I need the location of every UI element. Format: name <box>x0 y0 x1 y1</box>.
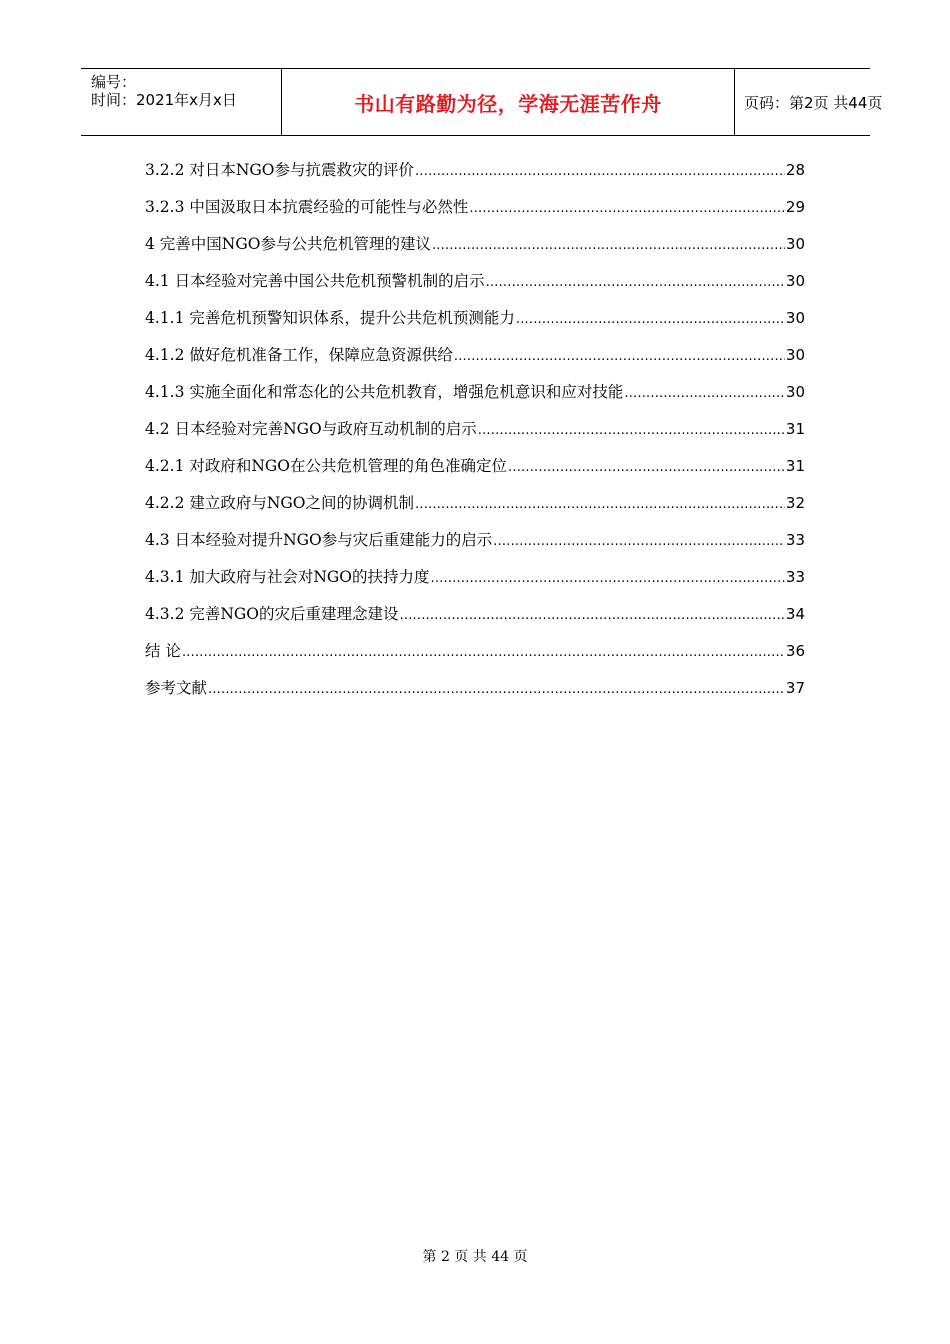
toc-dot-leader <box>478 419 785 443</box>
toc-entry[interactable] <box>145 454 805 491</box>
toc-entry-title: 4.2.2 建立政府与NGO之间的协调机制 <box>145 494 415 512</box>
toc-entry-page-number: 34 <box>785 605 805 623</box>
toc-entry-page-number: 36 <box>785 642 805 660</box>
toc-entry-page-number: 31 <box>785 457 805 475</box>
toc-entry[interactable] <box>145 380 805 417</box>
toc-dot-leader <box>182 641 785 665</box>
toc-dot-leader <box>454 345 785 369</box>
page-footer: 第 2 页 共 44 页 <box>422 1249 528 1265</box>
toc-dot-leader <box>415 493 785 517</box>
toc-entry-page-number: 30 <box>785 346 805 364</box>
toc-entry-title: 4.1.1 完善危机预警知识体系，提升公共危机预测能力 <box>145 309 515 327</box>
toc-entry-page-number: 32 <box>785 494 805 512</box>
toc-entry-page-number: 30 <box>785 383 805 401</box>
toc-dot-leader <box>432 234 785 258</box>
header-motto: 书山有路勤为径，学海无涯苦作舟 <box>354 91 662 116</box>
toc-entry-title: 4.2.1 对政府和NGO在公共危机管理的角色准确定位 <box>145 457 508 475</box>
toc-entry[interactable] <box>145 676 805 713</box>
toc-dot-leader <box>469 197 785 221</box>
toc-entry-title: 3.2.3 中国汲取日本抗震经验的可能性与必然性 <box>145 198 469 216</box>
toc-dot-leader <box>208 678 785 702</box>
document-date: 时间：2021年x月x日 <box>91 91 237 109</box>
toc-dot-leader <box>624 382 785 406</box>
toc-entry-page-number: 33 <box>785 531 805 549</box>
toc-entry[interactable] <box>145 306 805 343</box>
toc-entry[interactable] <box>145 602 805 639</box>
header-page-cell <box>735 69 883 135</box>
toc-entry[interactable] <box>145 195 805 232</box>
toc-entry-page-number: 37 <box>785 679 805 697</box>
toc-entry-title: 4.1.2 做好危机准备工作，保障应急资源供给 <box>145 346 453 364</box>
toc-entry-page-number: 28 <box>785 161 805 179</box>
toc-dot-leader <box>415 160 785 184</box>
toc-dot-leader <box>493 530 785 554</box>
toc-entry-page-number: 29 <box>785 198 805 216</box>
toc-entry-title: 4.1.3 实施全面化和常态化的公共危机教育，增强危机意识和应对技能 <box>145 383 624 401</box>
table-of-contents <box>145 158 805 713</box>
header-info-cell <box>81 69 281 135</box>
toc-entry-page-number: 30 <box>785 235 805 253</box>
toc-dot-leader <box>508 456 785 480</box>
toc-entry[interactable] <box>145 158 805 195</box>
header-page-info: 页码：第2页 共44页 <box>744 93 883 112</box>
toc-entry[interactable] <box>145 269 805 306</box>
toc-entry-title: 4.3 日本经验对提升NGO参与灾后重建能力的启示 <box>145 531 493 549</box>
toc-entry-title: 4.3.1 加大政府与社会对NGO的扶持力度 <box>145 568 430 586</box>
document-number-label: 编号： <box>91 73 137 91</box>
toc-dot-leader <box>431 567 785 591</box>
toc-entry-title: 3.2.2 对日本NGO参与抗震救灾的评价 <box>145 161 415 179</box>
toc-dot-leader <box>516 308 785 332</box>
toc-entry[interactable] <box>145 343 805 380</box>
toc-entry[interactable] <box>145 491 805 528</box>
header-motto-cell <box>281 69 735 135</box>
toc-entry-title: 4.1 日本经验对完善中国公共危机预警机制的启示 <box>145 272 485 290</box>
toc-entry-title: 参考文献 <box>145 679 208 697</box>
toc-entry[interactable] <box>145 232 805 269</box>
toc-entry[interactable] <box>145 528 805 565</box>
toc-entry-page-number: 31 <box>785 420 805 438</box>
document-header <box>81 68 883 136</box>
toc-entry-page-number: 33 <box>785 568 805 586</box>
toc-entry-title: 结 论 <box>145 642 181 660</box>
toc-dot-leader <box>400 604 785 628</box>
toc-entry[interactable] <box>145 565 805 602</box>
toc-entry-page-number: 30 <box>785 309 805 327</box>
toc-entry-title: 4.3.2 完善NGO的灾后重建理念建设 <box>145 605 399 623</box>
toc-dot-leader <box>486 271 785 295</box>
toc-entry[interactable] <box>145 417 805 454</box>
toc-entry-title: 4 完善中国NGO参与公共危机管理的建议 <box>145 235 431 253</box>
toc-entry[interactable] <box>145 639 805 676</box>
toc-entry-page-number: 30 <box>785 272 805 290</box>
toc-entry-title: 4.2 日本经验对完善NGO与政府互动机制的启示 <box>145 420 477 438</box>
